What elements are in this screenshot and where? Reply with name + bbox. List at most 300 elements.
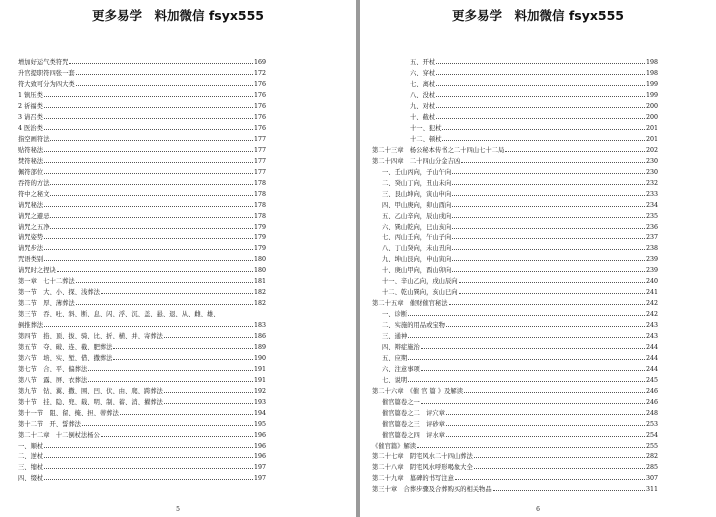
dot-leader	[88, 380, 253, 382]
toc-entry	[18, 385, 266, 395]
entry-title: 请咒之五净	[18, 223, 50, 231]
entry-title: 指空画符法	[18, 135, 50, 143]
toc-entry	[18, 198, 266, 208]
entry-page-number: 255	[645, 442, 658, 450]
entry-page-number: 202	[645, 146, 658, 154]
left-page	[0, 0, 356, 517]
dot-leader	[452, 205, 645, 207]
entry-page-number: 179	[253, 245, 266, 253]
dot-leader	[452, 194, 645, 196]
toc-entry	[18, 374, 266, 384]
toc-entry	[18, 286, 266, 296]
entry-title: 第三十章 合葬步骤及合葬购买的相关物品	[372, 486, 492, 494]
dot-leader	[442, 128, 644, 130]
entry-title: 增加好运气类符咒	[18, 59, 69, 67]
toc-entry	[382, 341, 658, 351]
entry-page-number: 200	[645, 103, 658, 111]
toc-entry	[382, 231, 658, 241]
dot-leader	[452, 172, 645, 174]
entry-page-number: 196	[253, 453, 266, 461]
toc-entry	[372, 155, 658, 165]
entry-title: 九、坤山艮向，申山寅向	[382, 256, 452, 264]
right-page	[360, 0, 716, 517]
toc-entry	[18, 220, 266, 230]
dot-leader	[436, 95, 645, 97]
dot-leader	[452, 237, 645, 239]
dot-leader	[408, 336, 645, 338]
toc-entry	[18, 341, 266, 351]
entry-page-number: 180	[253, 267, 266, 275]
dot-leader	[436, 106, 645, 108]
entry-page-number: 172	[253, 70, 266, 78]
toc-entry	[372, 439, 658, 449]
dot-leader	[436, 73, 645, 75]
entry-page-number: 179	[253, 234, 266, 242]
toc-entry	[382, 198, 658, 208]
entry-page-number: 195	[253, 420, 266, 428]
toc-entry	[18, 352, 266, 362]
entry-page-number: 242	[645, 300, 658, 308]
entry-title: 咒语类别	[18, 256, 44, 264]
entry-title: 第十二节 开、誓葬法	[18, 420, 81, 428]
dot-leader	[446, 424, 645, 426]
dot-leader	[421, 369, 645, 371]
dot-leader	[442, 139, 644, 141]
toc-entry	[18, 417, 266, 427]
entry-title: 十、截杖	[410, 114, 436, 122]
entry-page-number: 198	[645, 59, 658, 67]
toc-entry	[382, 428, 658, 438]
dot-leader	[50, 227, 252, 229]
entry-page-number: 169	[253, 59, 266, 67]
entry-title: 催官篇卷之一	[382, 398, 420, 406]
entry-page-number: 190	[253, 354, 266, 362]
dot-leader	[459, 281, 645, 283]
entry-title: 符中之秘文	[18, 190, 50, 198]
entry-title: 第八节 露、屏、衣葬法	[18, 376, 88, 384]
toc-entry	[18, 319, 266, 329]
entry-title: 第二十六章 《催 官 篇 》及解读	[372, 387, 464, 395]
toc-entry	[18, 78, 266, 88]
entry-title: 二、癸山丁向，丑山未向	[382, 179, 452, 187]
dot-leader	[452, 183, 645, 185]
entry-page-number: 244	[645, 354, 658, 362]
entry-page-number: 234	[645, 201, 658, 209]
dot-leader	[452, 270, 645, 272]
dot-leader	[76, 84, 253, 86]
toc-entry	[410, 122, 658, 132]
page-number: 5	[176, 506, 180, 513]
toc-entry	[18, 450, 266, 460]
entry-title: 第七节 合、平、偏葬法	[18, 365, 88, 373]
toc-entry	[18, 472, 266, 482]
entry-title: 《催官篇》解读	[372, 442, 417, 450]
toc-entry	[382, 319, 658, 329]
entry-title: 八、没杖	[410, 92, 436, 100]
entry-title: 十二、顿杖	[410, 135, 442, 143]
toc-entry	[382, 166, 658, 176]
entry-title: 第二十八章 阴宅风水呼形喝象大全	[372, 464, 473, 472]
toc-entry	[18, 363, 266, 373]
toc-entry	[410, 78, 658, 88]
entry-page-number: 199	[645, 92, 658, 100]
entry-title: 二、实施的用品或宝物	[382, 322, 445, 330]
entry-title: 三、艮山坤向，寅山申向	[382, 190, 452, 198]
dot-leader	[44, 205, 253, 207]
toc-entry	[382, 187, 658, 197]
dot-leader	[505, 150, 645, 152]
dot-leader	[464, 391, 645, 393]
entry-page-number: 253	[645, 420, 658, 428]
entry-page-number: 177	[253, 146, 266, 154]
entry-page-number: 244	[645, 343, 658, 351]
dot-leader	[436, 84, 645, 86]
entry-page-number: 182	[253, 289, 266, 297]
entry-title: 第二十二章 十二倒杖法杨公	[18, 431, 100, 439]
dot-leader	[44, 161, 253, 163]
entry-title: 第三节 吞、吐、斜、断、息、闪、浮、沉、盖、悬、退、从、雌、雄、	[18, 311, 220, 319]
toc-entry	[372, 472, 658, 482]
entry-title: 七、离杖	[410, 81, 436, 89]
toc-entry	[382, 209, 658, 219]
entry-page-number: 180	[253, 256, 266, 264]
toc-entry	[18, 122, 266, 132]
toc-entry	[410, 111, 658, 121]
toc-entry	[382, 363, 658, 373]
entry-title: 第四节 掐、顶、拔、骑、比、折、横、并、寄葬法	[18, 333, 163, 341]
entry-page-number: 191	[253, 365, 266, 373]
entry-title: 十、庚山甲向，酉山卯向	[382, 267, 452, 275]
dot-leader	[408, 314, 645, 316]
toc-entry	[410, 56, 658, 66]
entry-title: 贴符秘法	[18, 146, 44, 154]
toc-entry	[382, 374, 658, 384]
dot-leader	[421, 402, 645, 404]
dot-leader	[69, 62, 253, 64]
toc-entry	[382, 330, 658, 340]
toc-entry	[18, 275, 266, 285]
dot-leader	[421, 347, 645, 349]
entry-title: 请咒姿势	[18, 234, 44, 242]
entry-page-number: 178	[253, 179, 266, 187]
dot-leader	[88, 369, 253, 371]
dot-leader	[50, 216, 252, 218]
toc-entry	[18, 231, 266, 241]
toc-entry	[372, 450, 658, 460]
entry-title: 九、对杖	[410, 103, 436, 111]
toc-entry	[18, 100, 266, 110]
dot-leader	[446, 325, 645, 327]
entry-title: 第九节 钻、翼、撒、围、凹、伏、由、爬、跨葬法	[18, 387, 163, 395]
entry-page-number: 237	[645, 234, 658, 242]
entry-title: 第二节 厚、薄葬法	[18, 300, 75, 308]
entry-page-number: 239	[645, 256, 658, 264]
entry-title: 六、注意事项	[382, 365, 420, 373]
entry-page-number: 248	[645, 409, 658, 417]
toc-entry	[18, 67, 266, 77]
toc-entry	[410, 67, 658, 77]
entry-page-number: 230	[645, 157, 658, 165]
toc-entry	[382, 417, 658, 427]
entry-title: 第一节 大、小、探、浅葬法	[18, 289, 100, 297]
toc-entry	[18, 144, 266, 154]
page-number: 6	[536, 506, 540, 513]
toc-entry	[18, 406, 266, 416]
entry-title: 请咒步法	[18, 245, 44, 253]
dot-leader	[44, 117, 253, 119]
dot-leader	[44, 478, 253, 480]
entry-page-number: 176	[253, 114, 266, 122]
entry-title: 第十一节 阻、留、掩、担、蒂葬法	[18, 409, 119, 417]
toc-entry	[382, 308, 658, 318]
dot-leader	[113, 358, 253, 360]
toc-entry	[18, 133, 266, 143]
dot-leader	[452, 259, 645, 261]
entry-title: 符大致可分为四大类	[18, 81, 75, 89]
entry-page-number: 238	[645, 245, 658, 253]
entry-title: 十一、犯杖	[410, 124, 442, 132]
toc-entry	[382, 176, 658, 186]
entry-title: 三、通神	[382, 333, 408, 341]
dot-leader	[44, 95, 253, 97]
dot-leader	[44, 467, 253, 469]
entry-page-number: 192	[253, 387, 266, 395]
toc-entry	[382, 253, 658, 263]
dot-leader	[44, 325, 253, 327]
dot-leader	[44, 456, 253, 458]
entry-page-number: 307	[645, 475, 658, 483]
entry-page-number: 230	[645, 168, 658, 176]
toc-entry	[18, 395, 266, 405]
entry-title: 吞符的方法	[18, 179, 50, 187]
toc-entry	[18, 209, 266, 219]
entry-page-number: 177	[253, 168, 266, 176]
entry-title: 倒推葬法	[18, 322, 44, 330]
entry-page-number: 243	[645, 333, 658, 341]
entry-page-number: 233	[645, 190, 658, 198]
dot-leader	[76, 303, 253, 305]
entry-page-number: 201	[645, 135, 658, 143]
entry-page-number: 178	[253, 212, 266, 220]
toc-entry	[372, 385, 658, 395]
dot-leader	[493, 489, 645, 491]
entry-title: 三、缩杖	[18, 464, 44, 472]
entry-title: 第十节 挂、隐、兜、载、明、制、蓄、消、擢葬法	[18, 398, 163, 406]
dot-leader	[452, 248, 645, 250]
entry-title: 一、诊断	[382, 311, 408, 319]
toc-entry	[372, 144, 658, 154]
entry-title: 3 请召类	[18, 114, 43, 122]
entry-page-number: 243	[645, 322, 658, 330]
entry-page-number: 194	[253, 409, 266, 417]
toc-entry	[382, 286, 658, 296]
toc-entry	[18, 308, 266, 318]
entry-page-number: 197	[253, 464, 266, 472]
entry-title: 请咒之避忌	[18, 212, 50, 220]
dot-leader	[164, 391, 253, 393]
dot-leader	[459, 292, 645, 294]
dot-leader	[44, 150, 253, 152]
toc-entry	[18, 428, 266, 438]
toc-entry	[372, 461, 658, 471]
dot-leader	[44, 128, 253, 130]
entry-page-number: 235	[645, 212, 658, 220]
entry-page-number: 239	[645, 267, 658, 275]
dot-leader	[417, 446, 645, 448]
dot-leader	[446, 435, 645, 437]
entry-title: 十二、乾山巽向，亥山巳向	[382, 289, 458, 297]
dot-leader	[436, 117, 645, 119]
dot-leader	[455, 478, 645, 480]
toc-entry	[18, 111, 266, 121]
entry-title: 六、穿杖	[410, 70, 436, 78]
toc-entry	[382, 220, 658, 230]
dot-leader	[44, 237, 253, 239]
toc-entry	[18, 166, 266, 176]
toc-entry	[18, 297, 266, 307]
dot-leader	[44, 172, 253, 174]
toc-entry	[18, 330, 266, 340]
dot-leader	[474, 456, 645, 458]
entry-page-number: 193	[253, 398, 266, 406]
dot-leader	[436, 62, 645, 64]
entry-title: 七、丙山壬向，午山子向	[382, 234, 452, 242]
entry-page-number: 177	[253, 135, 266, 143]
dot-leader	[101, 292, 253, 294]
entry-page-number: 246	[645, 387, 658, 395]
entry-page-number: 199	[645, 81, 658, 89]
dot-leader	[164, 336, 253, 338]
entry-title: 第二十九章 墓碑的书写注意	[372, 475, 454, 483]
dot-leader	[408, 358, 645, 360]
dot-leader	[44, 106, 253, 108]
entry-page-number: 236	[645, 223, 658, 231]
toc-entry	[18, 264, 266, 274]
entry-title: 五、乙山辛向，辰山戌向	[382, 212, 452, 220]
entry-title: 请咒秘法	[18, 201, 44, 209]
toc-entry	[410, 89, 658, 99]
toc-entry	[18, 253, 266, 263]
toc-entry	[18, 242, 266, 252]
entry-title: 第二十四章 二十四山分金吉凶	[372, 157, 461, 165]
entry-title: 2 祈福类	[18, 103, 43, 111]
entry-title: 第六节 培、实、堑、借、撒葬法	[18, 354, 113, 362]
dot-leader	[164, 402, 253, 404]
toc-entry	[382, 242, 658, 252]
entry-title: 第五节 夺、破、连、截、肥葬法	[18, 343, 113, 351]
dot-leader	[449, 303, 645, 305]
entry-title: 佩符部位	[18, 168, 44, 176]
dot-leader	[44, 446, 253, 448]
dot-leader	[474, 467, 645, 469]
page-header: 更多易学 料加微信 fsyx555	[91, 8, 265, 23]
dot-leader	[44, 248, 253, 250]
entry-title: 七、说明	[382, 376, 408, 384]
entry-page-number: 176	[253, 103, 266, 111]
dot-leader	[113, 347, 253, 349]
entry-page-number: 191	[253, 376, 266, 384]
entry-page-number: 196	[253, 431, 266, 439]
entry-title: 焚符秘法	[18, 157, 44, 165]
dot-leader	[446, 413, 645, 415]
toc-entry	[410, 100, 658, 110]
entry-page-number: 176	[253, 92, 266, 100]
entry-page-number: 201	[645, 124, 658, 132]
dot-leader	[101, 435, 253, 437]
entry-page-number: 285	[645, 464, 658, 472]
entry-page-number: 178	[253, 190, 266, 198]
toc-entry	[18, 176, 266, 186]
entry-page-number: 176	[253, 81, 266, 89]
toc-entry	[18, 461, 266, 471]
entry-title: 请咒时之捏诀	[18, 267, 56, 275]
entry-page-number: 181	[253, 278, 266, 286]
dot-leader	[452, 216, 645, 218]
dot-leader	[76, 73, 253, 75]
toc-entry	[382, 264, 658, 274]
entry-title: 五、开杖	[410, 59, 436, 67]
entry-title: 二、逆杖	[18, 453, 44, 461]
entry-title: 第一章 七十二葬法	[18, 278, 75, 286]
dot-leader	[120, 413, 253, 415]
entry-page-number: 179	[253, 223, 266, 231]
toc-entry	[18, 89, 266, 99]
toc-entry	[18, 155, 266, 165]
entry-page-number: 178	[253, 201, 266, 209]
entry-page-number: 254	[645, 431, 658, 439]
page-header: 更多易学 料加微信 fsyx555	[451, 8, 625, 23]
toc-entry	[372, 297, 658, 307]
entry-page-number: 182	[253, 300, 266, 308]
toc-entry	[410, 133, 658, 143]
entry-page-number: 246	[645, 398, 658, 406]
entry-page-number: 198	[645, 70, 658, 78]
entry-title: 六、巽山乾向，巳山亥向	[382, 223, 452, 231]
entry-page-number: 232	[645, 179, 658, 187]
toc-entry	[382, 406, 658, 416]
entry-page-number: 282	[645, 453, 658, 461]
toc-entry	[18, 439, 266, 449]
entry-title: 4 医治类	[18, 124, 43, 132]
entry-page-number: 196	[253, 442, 266, 450]
dot-leader	[57, 270, 253, 272]
entry-title: 催官篇卷之二 评穴章	[382, 409, 445, 417]
dot-leader	[452, 227, 645, 229]
dot-leader	[50, 183, 252, 185]
entry-page-number: 245	[645, 376, 658, 384]
toc-entry	[372, 483, 658, 493]
entry-page-number: 311	[645, 486, 658, 494]
entry-page-number: 197	[253, 475, 266, 483]
entry-page-number: 242	[645, 311, 658, 319]
dot-leader	[50, 194, 252, 196]
entry-page-number: 244	[645, 365, 658, 373]
entry-title: 四、缀杖	[18, 475, 44, 483]
entry-page-number: 200	[645, 114, 658, 122]
entry-page-number: 186	[253, 333, 266, 341]
entry-page-number: 183	[253, 322, 266, 330]
entry-title: 第二十七章 阴宅风水二十四山葬法	[372, 453, 473, 461]
entry-title: 一、壬山丙向，子山午向	[382, 168, 452, 176]
entry-page-number: 241	[645, 289, 658, 297]
entry-page-number: 176	[253, 124, 266, 132]
entry-title: 四、辩症施治	[382, 343, 420, 351]
dot-leader	[50, 139, 252, 141]
entry-title: 五、应期	[382, 354, 408, 362]
entry-title: 第二十三章 杨公秘本传书之二十四山七十二局	[372, 146, 505, 154]
dot-leader	[44, 259, 253, 261]
dot-leader	[461, 161, 645, 163]
